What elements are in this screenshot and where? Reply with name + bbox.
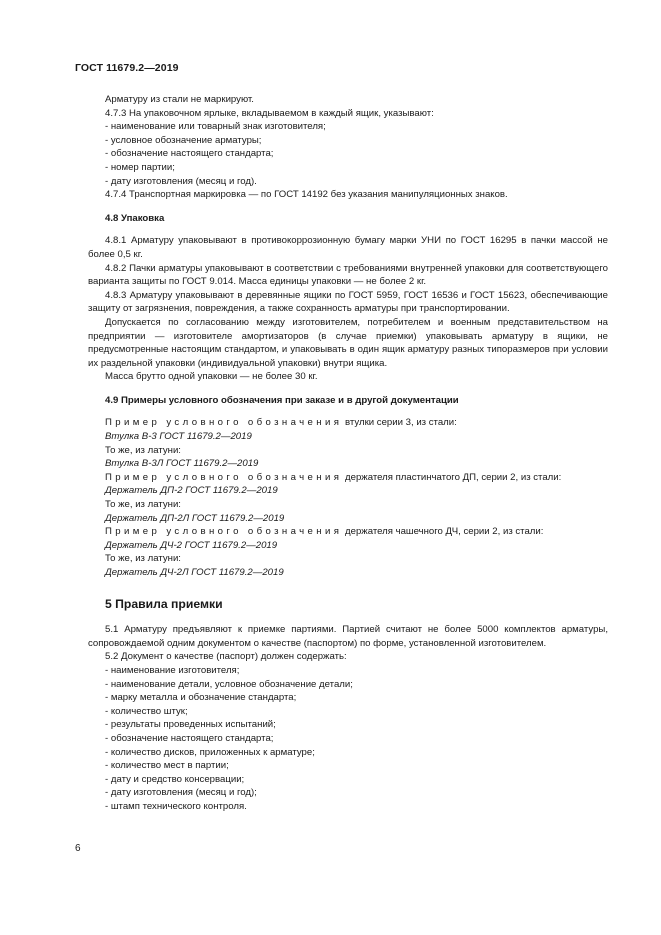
paragraph: 4.7.4 Транспортная маркировка — по ГОСТ 14192 без указания манипуляционных знаков. (105, 189, 508, 201)
list-item: - дату изготовления (месяц и год). (105, 175, 257, 187)
list-item: - наименование изготовителя; (105, 664, 240, 676)
paragraph: Арматуру из стали не маркируют. (105, 94, 254, 105)
section-heading: 4.9 Примеры условного обозначения при заказе и в другой документации (105, 394, 459, 406)
example-label: Пример условного обозначения (105, 417, 343, 429)
paragraph: Масса брутто одной упаковки — не более 30 кг. (105, 371, 318, 383)
list-item: - условное обозначение арматуры; (105, 134, 262, 146)
example-alt: То же, из латуни: (105, 444, 181, 456)
example-line (88, 525, 608, 539)
paragraph: 4.8.2 Пачки арматуры упаковывают в соответствии с требованиями внутренней упаковки для соответствующего варианта защиты по ГОСТ 9.014. Масса единицы упаковки — не более 2 кг. (88, 262, 608, 288)
example-code: Держатель ДП-2 ГОСТ 11679.2—2019 (105, 485, 278, 497)
page-number: 6 (75, 843, 81, 854)
chapter-heading: 5 Правила приемки (105, 596, 223, 611)
example-text: держателя пластинчатого ДП, серии 2, из стали: (342, 471, 562, 483)
list-item: - дату и средство консервации; (105, 773, 245, 785)
example-alt: То же, из латуни: (105, 553, 181, 565)
paragraph: Допускается по согласованию между изготовителем, потребителем и военным представительством на предприятии — изготовителе амортизаторов (в случае приемки) упаковывать арматуру в ящики, не предусмотренные настоящим стандартом, и упаковывать в один ящик арматуру разных типоразмеров при условии их раздельной упаковки (индивидуальной упаковки) внутри ящика. (88, 316, 608, 369)
list-item: - обозначение настоящего стандарта; (105, 148, 274, 160)
paragraph: 4.7.3 На упаковочном ярлыке, вкладываемом в каждый ящик, указывают: (105, 107, 434, 119)
example-label: Пример условного обозначения (105, 526, 343, 538)
list-item: - количество дисков, приложенных к арматуре; (105, 746, 315, 758)
example-code: Втулка В-3Л ГОСТ 11679.2—2019 (105, 458, 259, 470)
list-item: - дату изготовления (месяц и год); (105, 787, 257, 799)
example-code: Держатель ДП-2Л ГОСТ 11679.2—2019 (105, 512, 285, 524)
example-text: втулки серии 3, из стали: (342, 417, 457, 429)
list-item: - результаты проведенных испытаний; (105, 719, 276, 731)
list-item: - штамп технического контроля. (105, 800, 247, 812)
list-item: - наименование или товарный знак изготовителя; (105, 121, 326, 133)
document-body (88, 93, 608, 814)
list-item: - номер партии; (105, 161, 175, 173)
example-label: Пример условного обозначения (105, 471, 343, 483)
list-item: - наименование детали, условное обозначение детали; (105, 678, 353, 690)
example-line (88, 416, 608, 430)
example-code: Держатель ДЧ-2Л ГОСТ 11679.2—2019 (105, 567, 284, 578)
list-item: - количество штук; (105, 705, 188, 717)
paragraph: 5.1 Арматуру предъявляют к приемке партиями. Партией считают не более 5000 комплектов арматуры, сопровождаемой одним документом о качестве (паспортом) по форме, установленной изготовителем. (88, 624, 608, 649)
doc-header-code: ГОСТ 11679.2—2019 (75, 62, 179, 74)
paragraph: 5.2 Документ о качестве (паспорт) должен содержать: (105, 651, 347, 663)
paragraph: 4.8.1 Арматуру упаковывают в противокоррозионную бумагу марки УНИ по ГОСТ 16295 в пачки массой не более 0,5 кг. (88, 235, 608, 260)
example-code: Держатель ДЧ-2 ГОСТ 11679.2—2019 (105, 539, 278, 551)
paragraph: 4.8.3 Арматуру упаковывают в деревянные ящики по ГОСТ 5959, ГОСТ 16536 и ГОСТ 15623, обеспечивающие защиту от загрязнения, повреждения, а также сохранность арматуры при транспортировании. (88, 289, 608, 315)
list-item: - марку металла и обозначение стандарта; (105, 692, 297, 704)
list-item: - количество мест в партии; (105, 760, 229, 772)
section-heading: 4.8 Упаковка (105, 212, 165, 224)
example-text: держателя чашечного ДЧ, серии 2, из стали: (342, 526, 544, 538)
example-line (88, 471, 608, 485)
example-alt: То же, из латуни: (105, 499, 181, 511)
list-item: - обозначение настоящего стандарта; (105, 732, 274, 744)
example-code: Втулка В-3 ГОСТ 11679.2—2019 (105, 431, 252, 443)
